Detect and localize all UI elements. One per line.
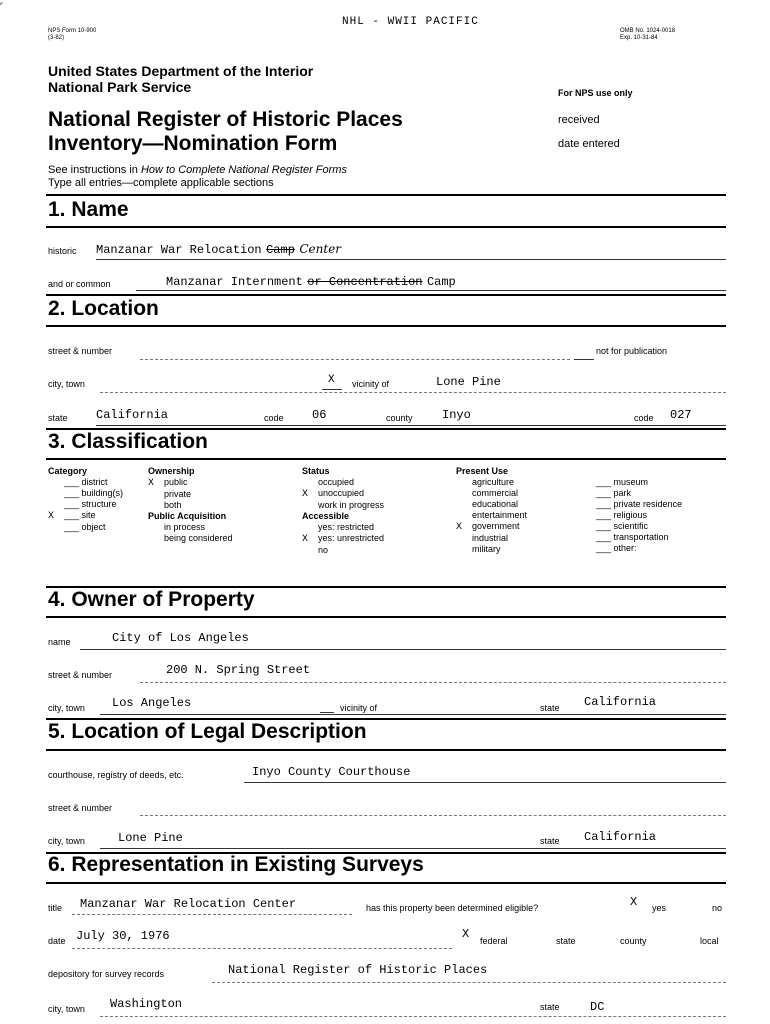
present-use-column-1: Present Use agriculture commercial educational entertainment X government industrial military — [456, 466, 528, 554]
category-district[interactable]: ___ district — [64, 477, 108, 487]
historic-label: historic — [48, 246, 77, 256]
legal-city-value[interactable]: Lone Pine — [118, 831, 183, 845]
survey-city-underline — [100, 1016, 726, 1017]
type-all-entries: Type all entries—complete applicable sections — [48, 177, 274, 189]
nps-use-label: For NPS use only — [558, 88, 633, 98]
owner-name-underline — [80, 649, 726, 650]
form-title-line2: Inventory—Nomination Form — [48, 132, 338, 155]
common-name-underline — [136, 290, 726, 291]
location-street-label: street & number — [48, 346, 113, 356]
survey-title-label: title — [48, 903, 63, 913]
status-work-in-progress[interactable]: work in progress — [318, 500, 385, 510]
state-survey-label: state — [556, 936, 576, 946]
location-city-value[interactable]: Lone Pine — [436, 375, 501, 389]
owner-state-label: state — [540, 703, 560, 713]
legal-city-label: city, town — [48, 836, 85, 846]
county-code-label: code — [634, 413, 654, 423]
section-1-top-rule — [46, 194, 726, 196]
use-transportation[interactable]: ___ transportation — [596, 532, 669, 542]
vicinity-mark[interactable]: X — [328, 374, 335, 386]
owner-city-value[interactable]: Los Angeles — [112, 696, 192, 710]
section-6-bottom-rule — [46, 882, 726, 884]
legal-city-underline — [100, 848, 726, 849]
location-state-underline — [96, 425, 726, 426]
section-1-bottom-rule — [46, 226, 726, 228]
use-other[interactable]: ___ other: — [596, 543, 637, 553]
owner-street-value[interactable]: 200 N. Spring Street — [166, 663, 311, 677]
historic-value[interactable]: Manzanar War Relocation Camp Center — [96, 242, 342, 257]
form-number: NPS Form 10-900 — [48, 28, 97, 34]
survey-title-value[interactable]: Manzanar War Relocation Center — [80, 897, 297, 911]
accessible-restricted[interactable]: yes: restricted — [318, 522, 375, 532]
legal-street-underline[interactable] — [140, 815, 726, 816]
form-date: (3-82) — [48, 35, 65, 41]
department-name: United States Department of the Interior — [48, 63, 314, 79]
eligible-question: has this property been determined eligible? — [366, 903, 539, 913]
status-occupied[interactable]: occupied — [318, 477, 355, 487]
owner-vicinity-blank[interactable] — [320, 712, 334, 713]
category-structure[interactable]: ___ structure — [64, 499, 117, 509]
not-for-publication-label: not for publication — [596, 346, 668, 356]
not-for-publication-blank[interactable] — [574, 359, 594, 360]
courthouse-value[interactable]: Inyo County Courthouse — [252, 765, 411, 779]
acquisition-being-considered[interactable]: being considered — [164, 533, 233, 543]
survey-state-label: state — [540, 1002, 560, 1012]
acquisition-in-process[interactable]: in process — [164, 522, 206, 532]
section-2-bottom-rule — [46, 325, 726, 327]
section-5-bottom-rule — [46, 749, 726, 751]
federal-label: federal — [480, 936, 508, 946]
category-column: Category ___ district ___ building(s) ___ structure X ___ site ___ object — [48, 466, 124, 532]
category-site[interactable]: X ___ site — [48, 510, 96, 522]
use-religious[interactable]: ___ religious — [596, 510, 648, 520]
section-3-heading: 3. Classification — [48, 430, 208, 453]
location-street-underline[interactable] — [140, 359, 570, 360]
survey-title-underline — [72, 914, 352, 915]
survey-city-label: city, town — [48, 1004, 85, 1014]
accessible-unrestricted[interactable]: X yes: unrestricted — [302, 533, 385, 545]
county-label: county — [386, 413, 413, 423]
courthouse-underline — [244, 782, 726, 783]
owner-street-underline — [140, 682, 726, 683]
accessible-no[interactable]: no — [318, 545, 329, 555]
survey-city-value[interactable]: Washington — [110, 997, 183, 1011]
use-entertainment[interactable]: entertainment — [472, 510, 528, 520]
legal-street-label: street & number — [48, 803, 113, 813]
status-unoccupied[interactable]: X unoccupied — [302, 488, 365, 500]
section-2-top-rule — [46, 294, 726, 296]
section-1-heading: 1. Name — [48, 198, 129, 221]
section-6-heading: 6. Representation in Existing Surveys — [48, 853, 424, 876]
owner-name-label: name — [48, 637, 71, 647]
received-label: received — [558, 114, 600, 126]
location-state-label: state — [48, 413, 68, 423]
section-3-bottom-rule — [46, 458, 726, 460]
depository-label: depository for survey records — [48, 969, 165, 979]
use-agriculture[interactable]: agriculture — [472, 477, 515, 487]
location-code-value[interactable]: 06 — [312, 408, 327, 422]
category-object[interactable]: ___ object — [64, 522, 106, 532]
common-name-value[interactable]: Manzanar Internment or Concentration Camp — [166, 275, 456, 289]
present-use-column-2 — [596, 477, 682, 554]
owner-name-value[interactable]: City of Los Angeles — [112, 631, 249, 645]
use-educational[interactable]: educational — [472, 499, 519, 509]
section-4-heading: 4. Owner of Property — [48, 588, 255, 611]
survey-date-label: date — [48, 936, 66, 946]
location-code-label: code — [264, 413, 284, 423]
eligible-yes-label: yes — [652, 903, 667, 913]
legal-state-value[interactable]: California — [584, 830, 657, 844]
location-state-value[interactable]: California — [96, 408, 169, 422]
vicinity-blank — [322, 389, 342, 390]
use-military[interactable]: military — [472, 544, 501, 554]
location-city-label: city, town — [48, 379, 85, 389]
owner-state-value[interactable]: California — [584, 695, 657, 709]
agency-name: National Park Service — [48, 79, 192, 95]
common-name-label: and or common — [48, 279, 111, 289]
use-scientific[interactable]: ___ scientific — [596, 521, 649, 531]
use-industrial[interactable]: industrial — [472, 533, 509, 543]
use-commercial[interactable]: commercial — [472, 488, 519, 498]
page-corner-mark — [0, 2, 10, 17]
category-buildings[interactable]: ___ building(s) — [64, 488, 124, 498]
ownership-both[interactable]: both — [164, 500, 182, 510]
owner-street-label: street & number — [48, 670, 113, 680]
survey-date-underline — [72, 948, 452, 949]
ownership-public[interactable]: X public — [148, 477, 188, 489]
courthouse-label: courthouse, registry of deeds, etc. — [48, 770, 184, 780]
use-museum[interactable]: ___ museum — [596, 477, 649, 487]
instructions: See instructions in How to Complete National Register Forms — [48, 164, 347, 176]
eligible-no-label: no — [712, 903, 723, 913]
legal-state-label: state — [540, 836, 560, 846]
omb-expiration: Exp. 10-31-84 — [620, 35, 658, 41]
use-private-residence[interactable]: ___ private residence — [596, 499, 683, 509]
form-title-line1: National Register of Historic Places — [48, 108, 403, 131]
owner-vicinity-label: vicinity of — [340, 703, 378, 713]
depository-underline — [212, 982, 726, 983]
section-5-heading: 5. Location of Legal Description — [48, 720, 367, 743]
status-column: Status occupied X unoccupied work in progress Accessible yes: restricted X yes: unrestricted no — [302, 466, 385, 555]
county-code-value[interactable]: 027 — [670, 408, 692, 422]
vicinity-label: vicinity of — [352, 379, 390, 389]
federal-mark[interactable]: X — [462, 927, 470, 941]
county-survey-label: county — [620, 936, 647, 946]
date-entered-label: date entered — [558, 138, 620, 150]
omb-number: OMB No. 1024-0018 — [620, 28, 676, 34]
section-2-heading: 2. Location — [48, 297, 159, 320]
eligible-yes-mark[interactable]: X — [630, 895, 638, 909]
local-survey-label: local — [700, 936, 719, 946]
depository-value[interactable]: National Register of Historic Places — [228, 963, 488, 977]
owner-city-underline — [100, 714, 726, 715]
survey-state-value[interactable]: DC — [590, 1000, 605, 1014]
typed-header: NHL - WWII PACIFIC — [342, 16, 479, 28]
ownership-column: Ownership X public private both Public Acquisition in process being considered — [148, 466, 233, 543]
county-value[interactable]: Inyo — [442, 408, 471, 422]
ownership-private[interactable]: private — [164, 489, 192, 499]
survey-date-value[interactable]: July 30, 1976 — [76, 929, 170, 943]
historic-underline — [96, 259, 726, 260]
owner-city-label: city, town — [48, 703, 85, 713]
section-4-bottom-rule — [46, 616, 726, 618]
use-park[interactable]: ___ park — [596, 488, 632, 498]
location-city-underline — [100, 392, 726, 393]
use-government[interactable]: X government — [456, 521, 520, 533]
